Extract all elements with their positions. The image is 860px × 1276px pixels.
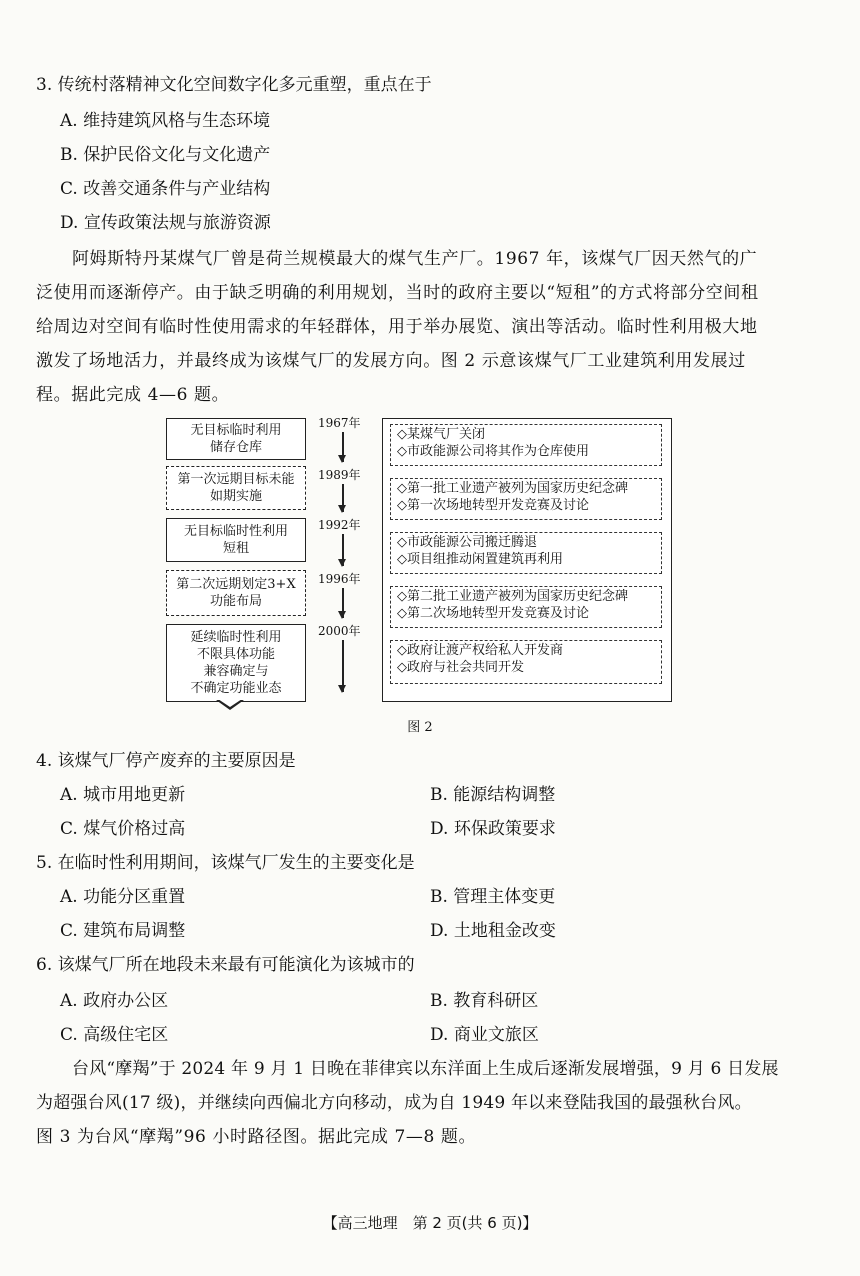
event-item: ◇某煤气厂关闭 (397, 427, 485, 442)
passage1-line: 泛使用而逐渐停产。由于缺乏明确的利用规划，当时的政府主要以“短租”的方式将部分空间租 (36, 283, 759, 303)
stage-label: 第二次远期划定3+X (176, 577, 296, 592)
timeline-stage-box (166, 624, 306, 702)
year-label: 1989年 (318, 468, 361, 482)
year-label: 2000年 (318, 624, 361, 638)
passage1-line: 阿姆斯特丹某煤气厂曾是荷兰规模最大的煤气生产厂。1967 年，该煤气厂因天然气的广 (72, 249, 758, 269)
q4-option-a: A. 城市用地更新 (60, 785, 186, 805)
q3-option-d: D. 宣传政策法规与旅游资源 (60, 213, 271, 233)
timeline-stage-box (166, 518, 306, 562)
year-label: 1967年 (318, 416, 361, 430)
passage1-line: 给周边对空间有临时性使用需求的年轻群体，用于举办展览、演出等活动。临时性利用极大地 (36, 317, 758, 337)
q3-option-a: A. 维持建筑风格与生态环境 (60, 111, 271, 131)
event-item: ◇政府与社会共同开发 (397, 660, 524, 675)
q5-option-a: A. 功能分区重置 (60, 887, 186, 907)
question-3-stem: 3. 传统村落精神文化空间数字化多元重塑，重点在于 (36, 75, 432, 95)
event-item: ◇政府让渡产权给私人开发商 (397, 643, 563, 658)
timeline-stage-box (166, 466, 306, 510)
passage2-line: 为超强台风(17 级)，并继续向西偏北方向移动，成为自 1949 年以来登陆我国的最强秋台风。 (36, 1093, 752, 1113)
event-item: ◇第二次场地转型开发竞赛及讨论 (397, 606, 589, 621)
passage2-line: 图 3 为台风“摩羯”96 小时路径图。据此完成 7—8 题。 (36, 1127, 477, 1147)
stage-label: 不限具体功能 (196, 647, 275, 662)
arrow-down-icon (342, 484, 344, 512)
question-5-stem: 5. 在临时性利用期间，该煤气厂发生的主要变化是 (36, 853, 415, 873)
event-item: ◇市政能源公司搬迁腾退 (397, 535, 537, 550)
timeline-stage-box (166, 418, 306, 460)
q5-option-d: D. 土地租金改变 (430, 921, 556, 941)
passage1-line: 程。据此完成 4—6 题。 (36, 385, 230, 405)
events-box (390, 586, 662, 628)
arrow-down-icon (342, 588, 344, 618)
events-box (390, 532, 662, 574)
events-box (390, 640, 662, 684)
stage-label: 第一次远期目标未能 (177, 472, 295, 487)
event-item: ◇第二批工业遗产被列为国家历史纪念碑 (397, 589, 628, 604)
passage1-line: 激发了场地活力，并最终成为该煤气厂的发展方向。图 2 示意该煤气厂工业建筑利用发展过 (36, 351, 746, 371)
events-box (390, 478, 662, 520)
stage-label: 不确定功能业态 (190, 681, 282, 696)
stage-label: 延续临时性利用 (190, 630, 282, 645)
event-item: ◇第一批工业遗产被列为国家历史纪念碑 (397, 481, 628, 496)
arrow-down-icon (342, 534, 344, 566)
stage-label: 如期实施 (209, 489, 262, 504)
passage2-line: 台风“摩羯”于 2024 年 9 月 1 日晚在菲律宾以东洋面上生成后逐渐发展增强，9 月 6 日发展 (72, 1059, 779, 1079)
q5-option-c: C. 建筑布局调整 (60, 921, 186, 941)
question-6-stem: 6. 该煤气厂所在地段未来最有可能演化为该城市的 (36, 955, 415, 975)
q5-option-b: B. 管理主体变更 (430, 887, 556, 907)
figure-caption: 图 2 (407, 720, 433, 735)
event-item: ◇市政能源公司将其作为仓库使用 (397, 444, 589, 459)
arrow-down-icon (342, 640, 344, 692)
q6-option-a: A. 政府办公区 (60, 991, 169, 1011)
q4-option-c: C. 煤气价格过高 (60, 819, 186, 839)
events-box (390, 424, 662, 466)
year-label: 1996年 (318, 572, 361, 586)
year-label: 1992年 (318, 518, 361, 532)
event-item: ◇第一次场地转型开发竞赛及讨论 (397, 498, 589, 513)
stage-label: 功能布局 (209, 594, 262, 609)
page-footer: 【高三地理 第 2 页(共 6 页)】 (322, 1214, 538, 1232)
stage-label: 短租 (222, 541, 249, 556)
q6-option-c: C. 高级住宅区 (60, 1025, 169, 1045)
arrow-down-icon (342, 432, 344, 462)
q3-option-c: C. 改善交通条件与产业结构 (60, 179, 271, 199)
question-4-stem: 4. 该煤气厂停产废弃的主要原因是 (36, 751, 296, 771)
stage-label: 无目标临时性利用 (183, 524, 288, 539)
stage-label: 无目标临时利用 (190, 423, 282, 438)
timeline-stage-box (166, 570, 306, 616)
stage-label: 储存仓库 (209, 440, 262, 455)
q6-option-d: D. 商业文旅区 (430, 1025, 539, 1045)
q3-option-b: B. 保护民俗文化与文化遗产 (60, 145, 271, 165)
q4-option-d: D. 环保政策要求 (430, 819, 556, 839)
event-item: ◇项目组推动闲置建筑再利用 (397, 552, 563, 567)
q4-option-b: B. 能源结构调整 (430, 785, 556, 805)
stage-label: 兼容确定与 (203, 664, 269, 679)
q6-option-b: B. 教育科研区 (430, 991, 539, 1011)
down-pointer-icon (216, 700, 244, 710)
